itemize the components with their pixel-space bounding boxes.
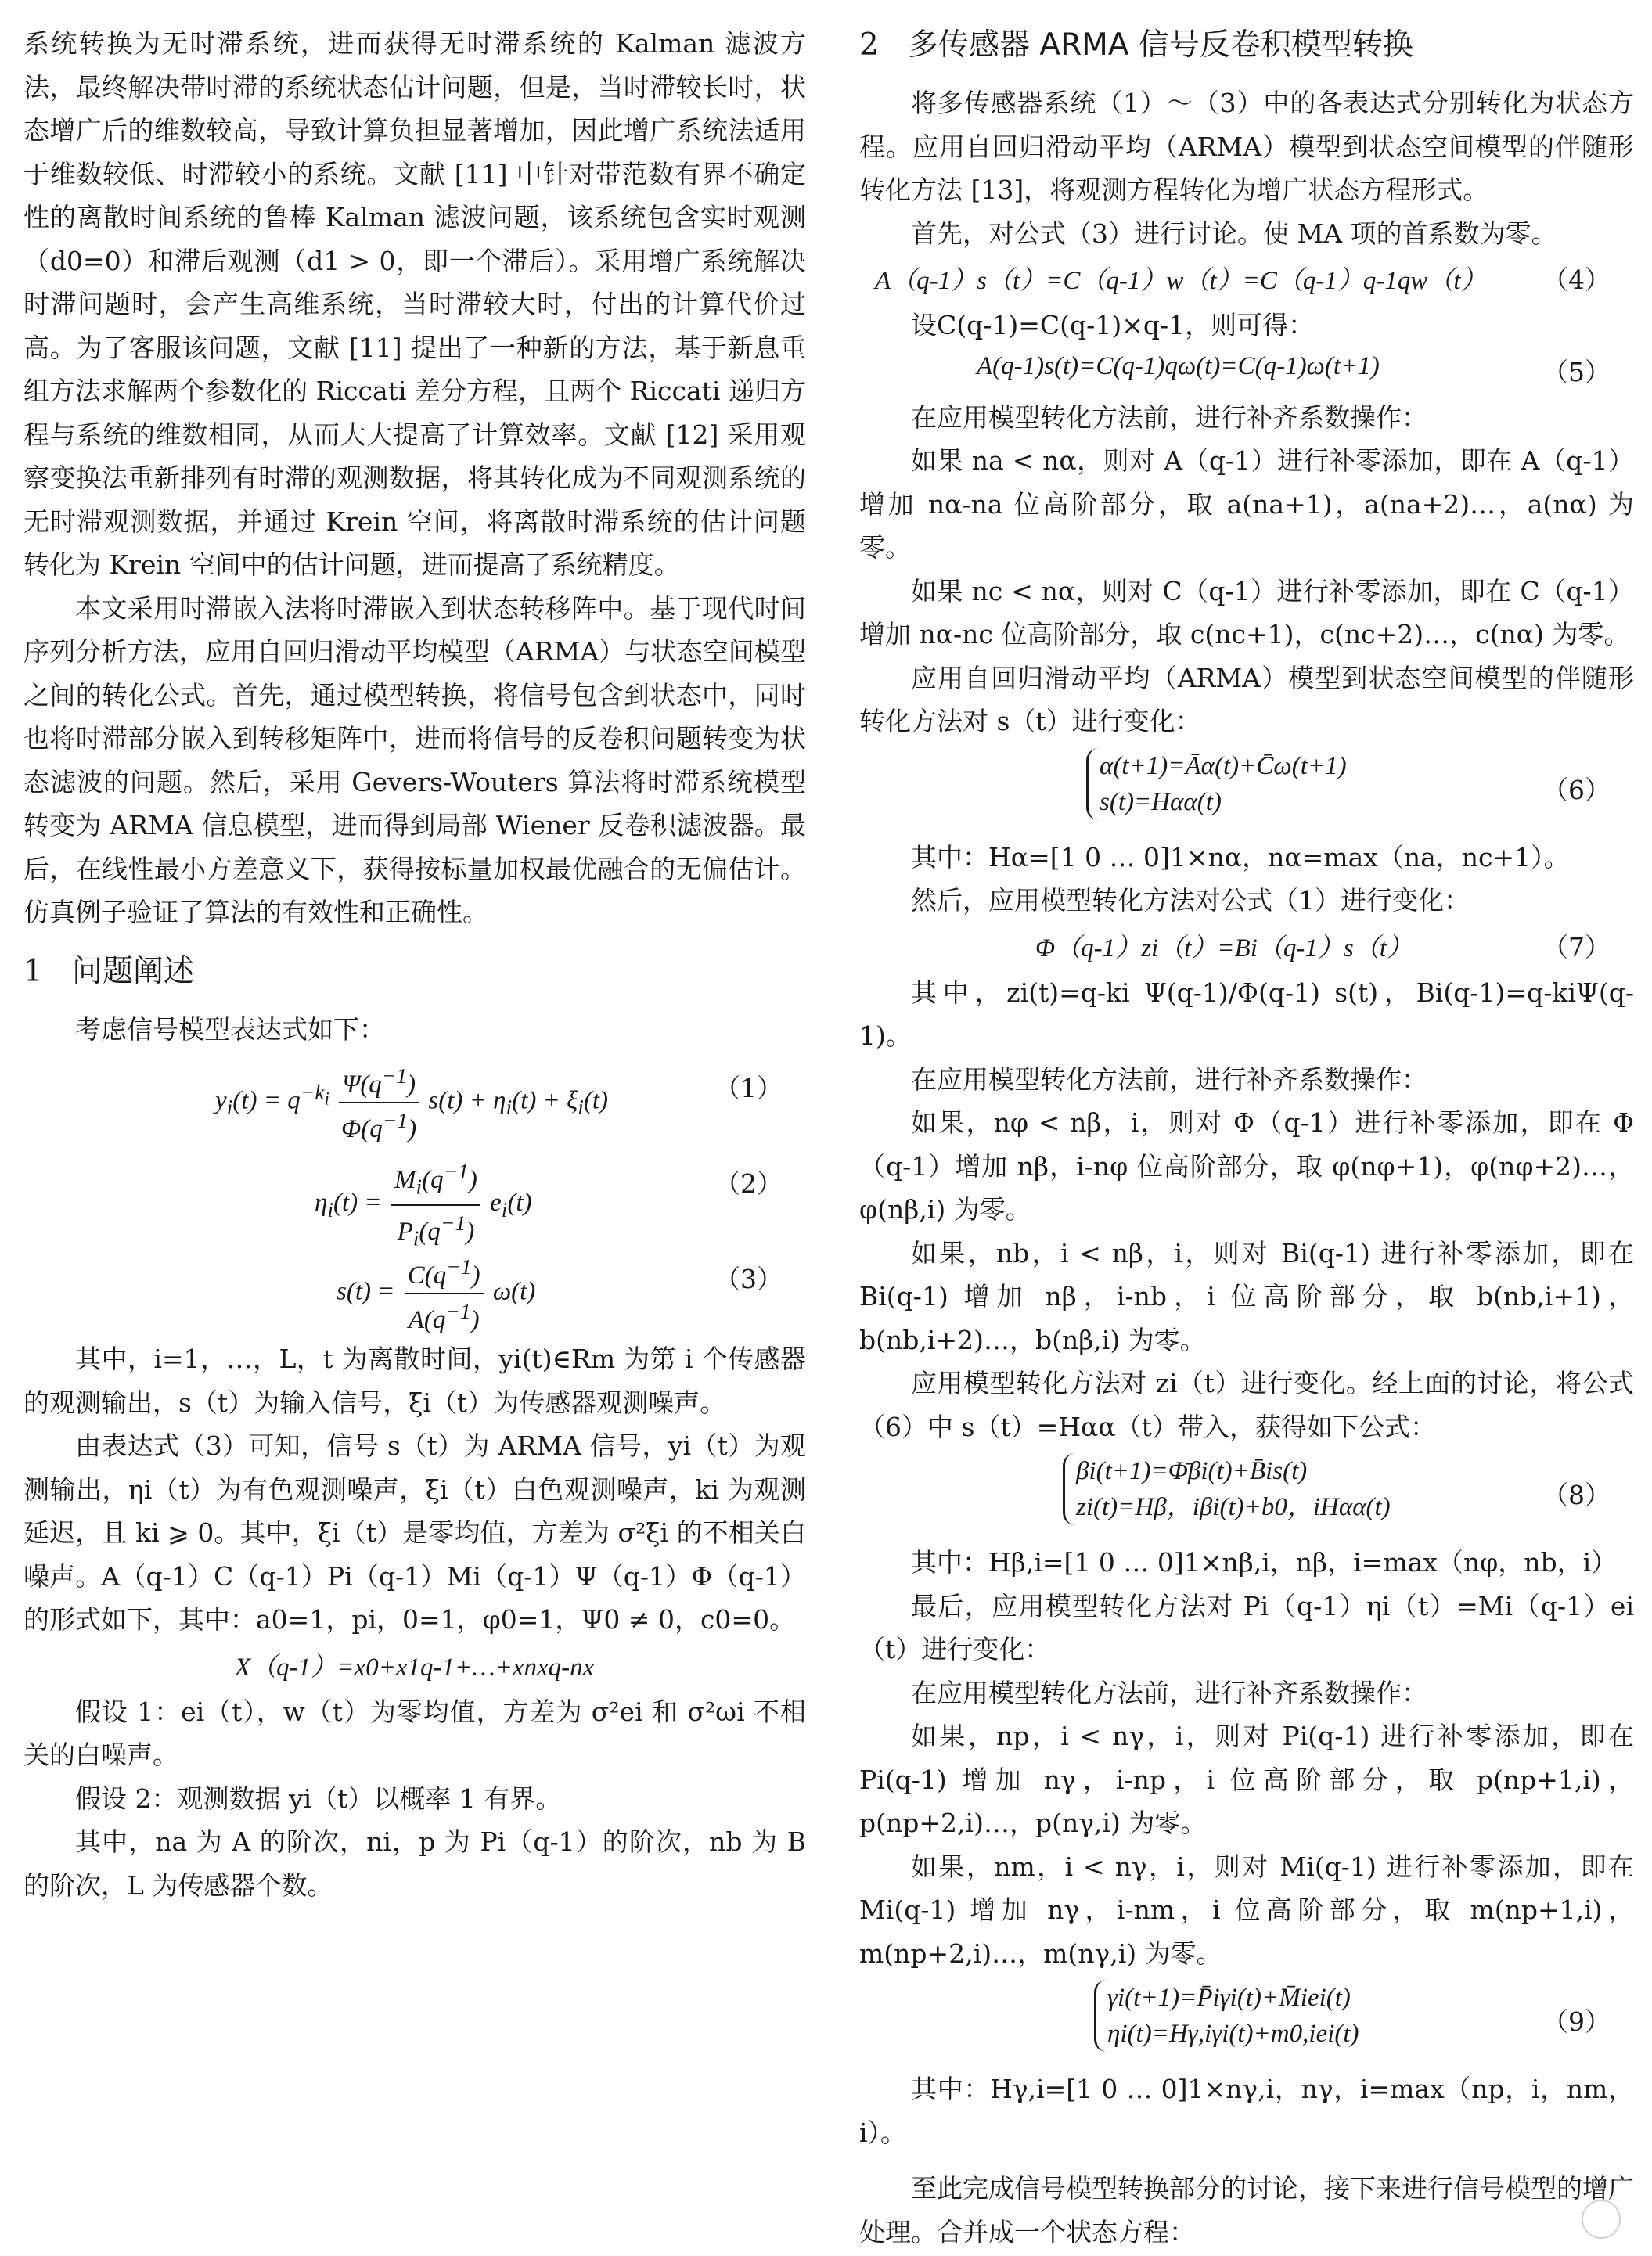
- equation-1: $y_i(t) = q^{-k_i}$ $\frac{\Psi(q^{-1})}{\Phi(q^{-1})}$ $s(t) + \eta_i(t) + \xi_i(t)$ （1）: [23, 1051, 806, 1146]
- right-column: [859, 22, 1634, 2254]
- body-paragraph: 应用自回归滑动平均（ARMA）模型到状态空间模型的伴随形转化方法对 s（t）进行变化：: [859, 662, 1634, 736]
- body-paragraph: 在应用模型转化方法前，进行补齐系数操作：: [911, 401, 1427, 433]
- body-paragraph: 设C(q-1)=C(q-1)×q-1，则可得：: [911, 310, 1315, 340]
- body-paragraph: 如果 nc < nα，则对 C（q-1）进行补零添加，即在 C（q-1）增加 nα-nc 位高阶部分，取 c(nc+1)，c(nc+2)…，c(nα) 为零。: [859, 575, 1634, 649]
- section-title: 问题阐述: [72, 953, 195, 989]
- body-paragraph: 其中：Hγ,i=[1 0 … 0]1×nγ,i，nγ，i=max（np，i，nm，i）。: [859, 2074, 1634, 2148]
- equation-number: （2）: [714, 1168, 783, 1199]
- body-paragraph: 至此完成信号模型转换部分的讨论，接下来进行信号模型的增广处理。合并成一个状态方程：: [859, 2173, 1634, 2247]
- body-paragraph: 如果 na < nα，则对 A（q-1）进行补零添加，即在 A（q-1）增加 nα-na 位高阶部分，取 a(na+1)，a(na+2)…，a(nα) 为零。: [859, 445, 1634, 563]
- equation-3: s(t) = $\frac{C(q^{-1})}{A(q^{-1})}$ ω(t) （3）: [23, 1242, 806, 1337]
- body-paragraph: 其中，i=1，…，L，t 为离散时间，yi(t)∈Rm 为第 i 个传感器的观测输出，s（t）为输入信号，ξi（t）为传感器观测噪声。: [23, 1344, 806, 1418]
- watermark-icon: [1582, 2200, 1621, 2239]
- left-column: [23, 22, 806, 1907]
- equation-8: βi(t+1)=Φ̄βi(t)+B̄is(t) zi(t)=Hβ，iβi(t)+b0，iHαα(t) （8）: [859, 1448, 1634, 1541]
- assumption-1: 假设 1：ei（t），w（t）为零均值，方差为 σ²ei 和 σ²ωi 不相关的白噪声。: [23, 1696, 806, 1770]
- equation-2: $\eta_i(t)$ = $\frac{M_i(q^{-1})}{P_i(q^{-1})}$ $e_i(t)$ （2）: [23, 1146, 806, 1242]
- section-title: 多传感器 ARMA 信号反卷积模型转换: [908, 27, 1413, 63]
- section-number: 2: [859, 27, 879, 63]
- assumption-2: 假设 2：观测数据 yi（t）以概率 1 有界。: [75, 1783, 562, 1814]
- body-paragraph: 将多传感器系统（1）～（3）中的各表达式分别转化为状态方程。应用自回归滑动平均（ARMA）模型到状态空间模型的伴随形转化方法 [13]，将观测方程转化为增广状态方程形式。: [859, 88, 1634, 205]
- equation-number: （4）: [1542, 264, 1611, 295]
- body-paragraph: 其中，na 为 A 的阶次，ni，p 为 Pi（q-1）的阶次，nb 为 B 的阶次，L 为传感器个数。: [23, 1826, 806, 1901]
- equation-4: A（q-1）s（t）=C（q-1）w（t）=C（q-1）q-1qw（t） （4）: [859, 255, 1634, 304]
- equation-number: （6）: [1542, 774, 1611, 805]
- equation-polynomial: X（q-1）=x0+x1q-1+…+xnxq-nx: [235, 1653, 595, 1682]
- section-heading-2: [859, 22, 1634, 69]
- body-paragraph: 然后，应用模型转化方法对公式（1）进行变化：: [911, 885, 1470, 916]
- equation-7: Φ（q-1）zi（t）=Bi（q-1）s（t） （7）: [859, 923, 1634, 971]
- equation-number: （5）: [1542, 356, 1611, 387]
- body-paragraph: 系统转换为无时滞系统，进而获得无时滞系统的 Kalman 滤波方法，最终解决带时滞的系统状态估计问题，但是，当时滞较长时，状态增广后的维数较高，导致计算负担显著增加，因此增广系统法适用于维数较低、时滞较小的系统。文献 [11] 中针对带范数有界不确定性的离散时间系统的鲁棒 Kalman 滤波问题，该系统包含实时观测（d0=0）和滞后观测（d1 > 0，即一个滞后）。采用增广系统解决时滞问题时，会产生高维系统，当时滞较大时，付出的计算代价过高。为了客服该问题，文献 [11] 提出了一种新的方法，基于新息重组方法求解两个参数化的 Riccati 差分方程，且两个 Riccati 递归方程与系统的维数相同，从而大大提高了计算效率。文献 [12] 采用观察变换法重新排列有时滞的观测数据，将其转化成为不同观测系统的无时滞观测数据，并通过 Krein 空间，将离散时滞系统的估计问题转化为 Krein 空间中的估计问题，进而提高了系统精度。: [23, 28, 806, 580]
- body-paragraph: 首先，对公式（3）进行讨论。使 MA 项的首系数为零。: [911, 218, 1557, 249]
- section-heading-1: [23, 948, 806, 995]
- equation-5: A(q-1)s(t)=C(q-1)qω(t)=C(q-1)ω(t+1) （5）: [977, 351, 1611, 387]
- body-paragraph: 其中：Hα=[1 0 … 0]1×nα，nα=max（na，nc+1）。: [911, 841, 1570, 873]
- body-paragraph: 本文采用时滞嵌入法将时滞嵌入到状态转移阵中。基于现代时间序列分析方法，应用自回归滑动平均模型（ARMA）与状态空间模型之间的转化公式。首先，通过模型转换，将信号包含到状态中，同时也将时滞部分嵌入到转移矩阵中，进而将信号的反卷积问题转变为状态滤波的问题。然后，采用 Gevers-Wouters 算法将时滞系统模型转变为 ARMA 信息模型，进而得到局部 Wiener 反卷积滤波器。最后，在线性最小方差意义下，获得按标量加权最优融合的无偏估计。仿真例子验证了算法的有效性和正确性。: [23, 592, 806, 927]
- body-paragraph: 在应用模型转化方法前，进行补齐系数操作：: [911, 1063, 1427, 1095]
- body-paragraph: 应用模型转化方法对 zi（t）进行变化。经上面的讨论，将公式（6）中 s（t）=Hαα（t）带入，获得如下公式：: [859, 1368, 1634, 1442]
- section-number: 1: [23, 953, 43, 989]
- body-paragraph: 如果，nm，i < nγ，i，则对 Mi(q-1) 进行补零添加，即在 Mi(q-1) 增加 nγ，i-nm，i 位高阶部分，取 m(np+1,i)，m(np+2,i)…，m(nγ,i) 为零。: [859, 1851, 1634, 1969]
- body-paragraph: 如果，np，i < nγ，i，则对 Pi(q-1) 进行补零添加，即在 Pi(q-1) 增加 nγ，i-np，i 位高阶部分，取 p(np+1,i)，p(np+2,i)…，p(nγ,i) 为零。: [859, 1721, 1634, 1838]
- equation-number: （3）: [714, 1264, 783, 1294]
- equation-9: γi(t+1)=P̄iγi(t)+M̄iei(t) ηi(t)=Hγ,iγi(t)+m0,iei(t) （9）: [859, 1975, 1634, 2067]
- equation-number: （7）: [1542, 931, 1611, 962]
- body-paragraph: 在应用模型转化方法前，进行补齐系数操作：: [911, 1677, 1427, 1708]
- body-paragraph: 其中，zi(t)=q-ki Ψ(q-1)/Φ(q-1) s(t)，Bi(q-1)=q-kiΨ(q-1)。: [859, 977, 1634, 1051]
- equation-number: （1）: [714, 1073, 783, 1103]
- body-paragraph: 如果，nφ < nβ，i，则对 Φ（q-1）进行补零添加，即在 Φ（q-1）增加 nβ，i-nφ 位高阶部分，取 φ(nφ+1)，φ(nφ+2)…，φ(nβ,i) 为零。: [859, 1107, 1634, 1225]
- body-paragraph: 最后，应用模型转化方法对 Pi（q-1）ηi（t）=Mi（q-1）ei（t）进行变化：: [859, 1590, 1634, 1664]
- equation-number: （9）: [1542, 2006, 1611, 2037]
- body-paragraph: 考虑信号模型表达式如下：: [75, 1013, 385, 1045]
- body-paragraph: 由表达式（3）可知，信号 s（t）为 ARMA 信号，yi（t）为观测输出，ηi（t）为有色观测噪声，ξi（t）白色观测噪声，ki 为观测延迟，且 ki ⩾ 0。其中，ξi（t）是零均值，方差为 σ²ξi 的不相关白噪声。A（q-1）C（q-1）Pi（q-1）Mi（q-1）Ψ（q-1）Φ（q-1）的形式如下，其中：a0=1，pi，0=1，φ0=1，Ψ0 ≠ 0，c0=0。: [23, 1430, 806, 1635]
- body-paragraph: 其中：Hβ,i=[1 0 … 0]1×nβ,i，nβ，i=max（nφ，nb，i）: [911, 1547, 1618, 1578]
- body-paragraph: 如果，nb，i < nβ，i，则对 Bi(q-1) 进行补零添加，即在 Bi(q-1) 增加 nβ，i-nb，i 位高阶部分，取 b(nb,i+1)，b(nb,i+2)…，b(nβ,i) 为零。: [859, 1237, 1634, 1355]
- equation-6: α(t+1)=Āα(t)+C̄ω(t+1) s(t)=Hαα(t) （6）: [859, 743, 1634, 836]
- equation-number: （8）: [1542, 1480, 1611, 1510]
